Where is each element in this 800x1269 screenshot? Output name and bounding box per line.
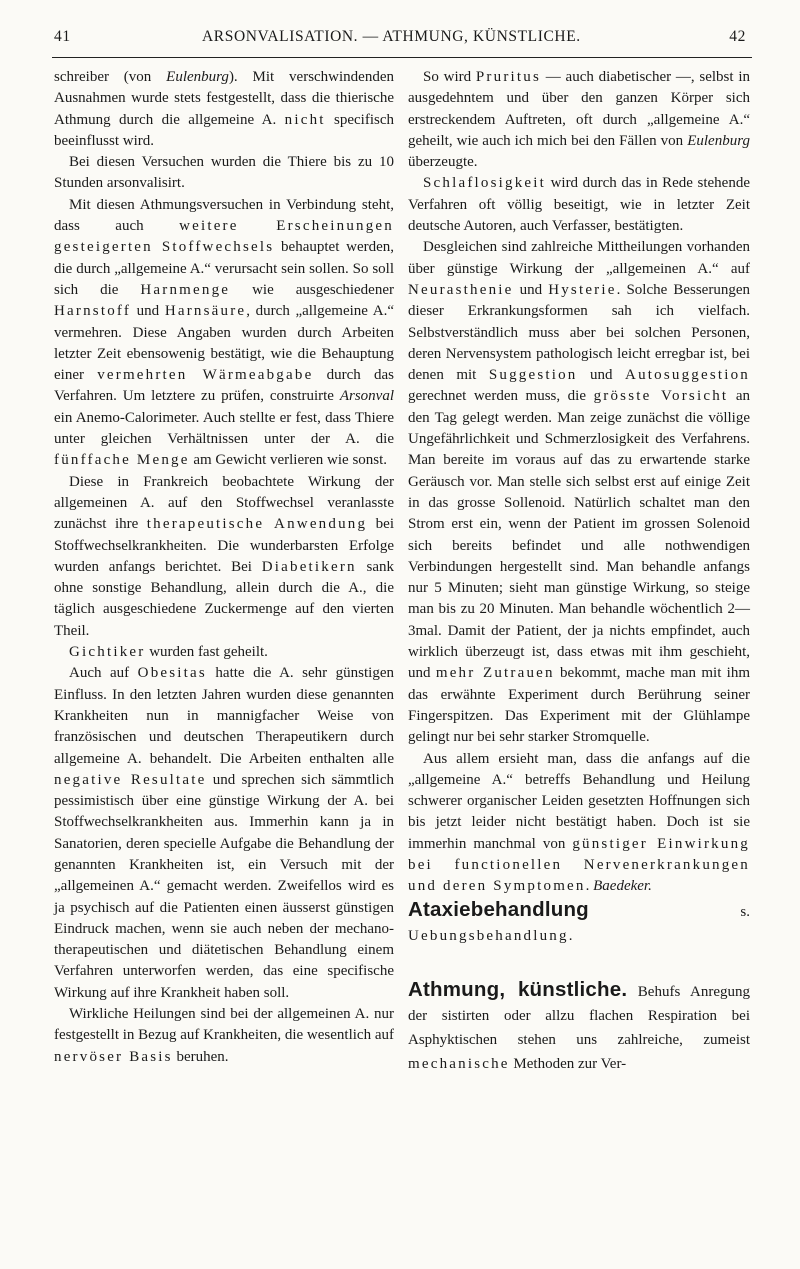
spaced-emphasis: Obesitas bbox=[137, 665, 207, 682]
text-run: beruhen. bbox=[172, 1048, 229, 1065]
spaced-emphasis: grösste Vorsicht bbox=[593, 388, 729, 405]
italic-name: Eulenburg bbox=[687, 132, 750, 149]
text-run: bei Stoffwechselkrankheiten. Die wunderbarsten Erfolge wurden anfangs berichtet. Bei bbox=[54, 516, 394, 575]
spaced-emphasis: Pruritus bbox=[475, 69, 541, 85]
spaced-emphasis: Schlaflosigkeit bbox=[423, 175, 546, 192]
spaced-emphasis: Hysterie bbox=[548, 281, 617, 298]
spaced-emphasis: Neurasthenie bbox=[408, 281, 514, 298]
text-run: wie ausgeschiedener bbox=[230, 281, 394, 298]
spaced-emphasis: mechanische bbox=[408, 1055, 510, 1072]
spaced-emphasis: Harnstoff bbox=[54, 303, 132, 320]
text-run: und sprechen sich sämmtlich pessimistisch über eine günstige Wirkung der A. bei Stoffwechselkrankheiten aus. Immerhin kann ja in Sanatorien, deren specielle Aufgabe die Behandlung der genannten Krankheiten ist, ein Versuch mit der „allgemeinen A.“ gemacht werden. Zweifellos wird es ja psychisch auf die Patienten einen äusserst günstigen Eindruck machen, wenn sie auch neben der mechano-therapeutischen und diätetischen Behandlung einem Verfahren unterworfen werden, das eine specifische Wirkung auf ihre Krankheit haben soll. bbox=[54, 771, 394, 1001]
text-run: Behufs Anregung der sistirten oder allzu flachen Respiration bei Asphyktischen stehen uns zahlreiche, zumeist bbox=[408, 983, 750, 1048]
entry-athmung-kuenstliche bbox=[408, 978, 750, 1076]
spaced-emphasis: günstiger Einwirkung bei functionellen Nervenerkrankungen und deren Symptomen bbox=[408, 835, 750, 895]
text-run: sank ohne sonstige Behandlung, allein durch die A., die täglich ausgeschiedene Zuckermenge auf den vierten Theil. bbox=[54, 558, 395, 639]
spaced-emphasis: Harnsäure bbox=[164, 303, 247, 320]
text-run: an den Tag gelegt werden. Man zeige zunächst die völlige Ungefährlichkeit und Schmerzlosigkeit des Verfahrens. Man bereite im voraus auf das zu erwartende starke Geräusch vor. Man stelle sich selbst erst auf einige Zeit in das grosse Sollenoid. Natürlich schaltet man den Strom erst ein, wenn der Patient im grossen Solenoid sich bereits befindet und alle nothwendigen Verbindungen hergestellt sind. Man behandle anfangs nur 5 Minuten; sieht man günstige Wirkung, so steige man bis zu 20 Minuten. Man behandle wöchentlich 2—3mal. Damit der Patient, der ja nichts empfindet, auch wirklich überzeugt ist, dass etwas mit ihm geschieht, und bbox=[408, 388, 750, 682]
spaced-emphasis: therapeutische Anwendung bbox=[146, 516, 368, 533]
paragraph bbox=[54, 67, 394, 152]
paragraph bbox=[54, 472, 394, 642]
running-title: ARSONVALISATION. — ATHMUNG, KÜNSTLICHE. bbox=[202, 28, 581, 45]
spaced-emphasis: Autosuggestion bbox=[625, 367, 750, 384]
text-run: Methoden zur Ver- bbox=[509, 1055, 627, 1072]
left-column bbox=[54, 67, 394, 1068]
text-run: ). Mit verschwindenden Ausnahmen wurde stets festgestellt, dass die thierische Athmung durch die allgemeine A. bbox=[54, 69, 394, 128]
text-run: und bbox=[577, 367, 626, 384]
italic-name: Eulenburg bbox=[166, 69, 229, 85]
running-header bbox=[54, 28, 746, 54]
spaced-emphasis: vermehrten Wärmeabgabe bbox=[97, 367, 314, 384]
spaced-emphasis: nervöser Basis bbox=[54, 1048, 173, 1065]
text-run: Bei diesen Versuchen wurden die Thiere bis zu 10 Stunden arsonvalisirt. bbox=[54, 154, 394, 192]
text-run: . bbox=[585, 878, 594, 895]
text-run: schreiber (von bbox=[54, 69, 167, 85]
entry-headword: Ataxiebehandlung bbox=[408, 897, 589, 921]
text-run: Wirkliche Heilungen sind bei der allgemeinen A. nur festgestellt in Bezug auf Krankheiten, die wesentlich auf bbox=[54, 1006, 394, 1044]
text-run: Auch auf bbox=[69, 665, 138, 682]
spaced-emphasis: nicht bbox=[284, 111, 326, 128]
spaced-emphasis: Harnmenge bbox=[140, 281, 231, 298]
spaced-emphasis: Suggestion bbox=[488, 367, 578, 384]
spaced-emphasis: negative Resultate bbox=[54, 771, 207, 788]
text-run: Aus allem ersieht man, dass die anfangs auf die „allgemeine A.“ betreffs Behandlung und Heilung schwerer organischer Leiden gesetzten Hoffnungen sich bis jetzt leider nicht bestätigt haben. Doch ist sie immerhin manchmal von bbox=[408, 750, 750, 852]
spaced-emphasis: Diabetikern bbox=[261, 558, 357, 575]
text-run: am Gewicht verlieren wie sonst. bbox=[189, 452, 388, 469]
paragraph bbox=[408, 237, 750, 748]
paragraph bbox=[408, 749, 750, 898]
paragraph bbox=[54, 1004, 394, 1068]
paragraph bbox=[408, 173, 750, 237]
paragraph bbox=[54, 642, 394, 663]
text-run: So wird bbox=[423, 69, 476, 85]
paragraph bbox=[408, 67, 750, 173]
text-run: gerechnet werden muss, die bbox=[408, 388, 594, 405]
paragraph bbox=[54, 195, 394, 472]
spaced-emphasis: fünffache Menge bbox=[54, 452, 190, 469]
text-run: ein Anemo-Calorimeter. Auch stellte er fest, dass Thiere unter gleichen Verhältnissen unter der A. die bbox=[54, 409, 394, 448]
entry-headword: Athmung, künstliche. bbox=[408, 977, 628, 1001]
text-run: bekommt, mache man mit ihm das erwähnte Experiment durch Berührung seiner Fingerspitzen. Das Experiment mit der Glühlampe gelingt nur bei sehr starker Stromquelle. bbox=[408, 665, 751, 746]
spaced-emphasis: Gichtiker bbox=[69, 644, 146, 661]
text-run: , durch „allgemeine A.“ vermehren. Diese Angaben wurden durch Arbeiten letzter Zeit ebensowenig bestätigt, wie die Behauptung einer bbox=[54, 303, 394, 384]
italic-name: Baedeker. bbox=[593, 878, 652, 895]
header-rule bbox=[52, 57, 752, 58]
text-run: Desgleichen sind zahlreiche Mittheilungen vorhanden über günstige Wirkung der „allgemeinen A.“ auf bbox=[408, 239, 750, 277]
text-run: specifisch beeinflusst wird. bbox=[54, 111, 395, 149]
italic-name: Arsonval bbox=[339, 388, 394, 405]
spaced-emphasis: mehr Zutrauen bbox=[435, 665, 555, 682]
text-run: . Solche Besserungen dieser Erkrankungsformen sah ich vielfach. Selbstverständlich muss aber bei solchen Personen, deren Nervensystem pathologisch leicht erregbar ist, bei denen mit bbox=[408, 281, 750, 384]
text-run: Mit diesen Athmungsversuchen in Verbindung steht, dass auch bbox=[54, 196, 394, 235]
page-number-left: 41 bbox=[54, 28, 71, 45]
spaced-emphasis: Uebungsbehandlung. bbox=[408, 927, 575, 944]
text-run: überzeugte. bbox=[408, 154, 478, 171]
text-run: und bbox=[513, 281, 549, 298]
spaced-emphasis: weitere Erscheinungen gesteigerten Stoffwechsels bbox=[54, 218, 394, 256]
text-run: und bbox=[131, 303, 165, 320]
paragraph bbox=[54, 152, 394, 195]
text-run: durch das Verfahren. Um letztere zu prüfen, construirte bbox=[54, 367, 394, 405]
entry-ataxiebehandlung bbox=[408, 898, 750, 948]
text-run: s. bbox=[588, 903, 750, 920]
page-number-right: 42 bbox=[729, 28, 746, 45]
text-run: wird durch das in Rede stehende Verfahren oft völlig beseitigt, wie in letzter Zeit deutsche Autoren, auch Verfasser, bestätigten. bbox=[408, 175, 750, 235]
text-run: Diese in Frankreich beobachtete Wirkung der allgemeinen A. auf den Stoffwechsel veranlasste zunächst ihre bbox=[54, 473, 394, 533]
text-run: behauptet werden, die durch „allgemeine A.“ verursacht sein sollen. So soll sich die bbox=[54, 239, 394, 298]
text-run: — auch diabetischer —, selbst in ausgedehntem und über den ganzen Körper sich erstreckendem Auftreten, oft durch „allgemeine A.“ geheilt, wie auch ich mich bei den Fällen von bbox=[408, 69, 750, 149]
paragraph bbox=[54, 663, 394, 1004]
text-run: wurden fast geheilt. bbox=[145, 644, 268, 661]
text-run: hatte die A. sehr günstigen Einfluss. In den letzten Jahren wurden diese genannten Krankheiten nun in mannigfacher Weise von französischen und deutschen Therapeutikern durch allgemeine A. behandelt. Die Arbeiten enthalten alle bbox=[54, 665, 394, 767]
right-column bbox=[408, 67, 750, 1076]
